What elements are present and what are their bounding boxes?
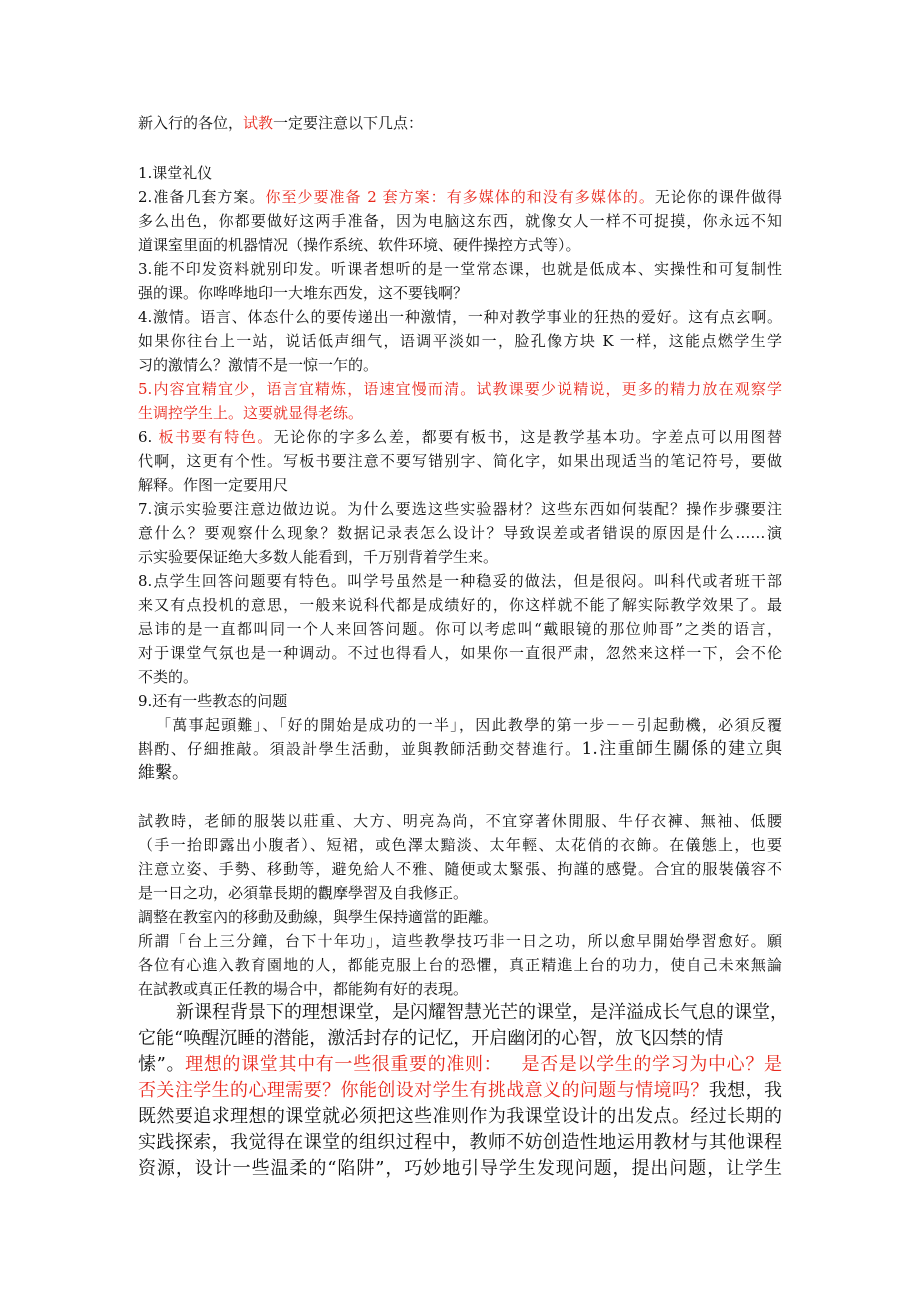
item-8-line-1: 8.点学生回答问题要有特色。叫学号虽然是一种稳妥的做法，但是很闷。叫科代或者班干部 (138, 572, 782, 590)
skill-line-3: 在試教或真正任教的場合中，都能夠有好的表現。 (138, 980, 469, 998)
closing-quote-end: 愫”。 (138, 1054, 186, 1075)
item-2-highlight: 你至少要准备 2 套方案：有多媒体的和没有多媒体的。 (265, 188, 655, 206)
item-5-line-2: 生调控学生上。这要就显得老练。 (138, 404, 364, 422)
item-8-line-3: 忌讳的是一直都叫同一个人来回答问题。你可以考虑叫“戴眼镜的那位帅哥”之类的语言， (138, 620, 782, 638)
closing-line-4 (138, 1078, 782, 1104)
item-7-line-2: 意什么？要观察什么现象？数据记录表怎么设计？导致误差或者错误的原因是什么……演 (138, 524, 782, 542)
item-9: 9.还有一些教态的问题 (138, 692, 288, 710)
item-4-line-2: 如果你往台上一站，说话低声细气，语调平淡如一，脸孔像方块 K 一样，这能点燃学生学 (138, 332, 782, 350)
item-6-line-2: 代啊，这更有个性。写板书要注意不要写错别字、简化字，如果出现适当的笔记符号，要做 (138, 452, 782, 470)
closing-line-7: 资源，设计一些温柔的“陷阱”，巧妙地引导学生发现问题，提出问题，让学生 (138, 1158, 782, 1179)
item-6-number: 6. (138, 428, 159, 446)
intro-line (138, 112, 423, 134)
item-8-line-2: 来又有点投机的意思，一般来说科代都是成绩好的，你这样就不能了解实际教学效果了。最 (138, 596, 782, 614)
skill-line-1: 所謂「台上三分鐘，台下十年功」，這些教學技巧非一日之功，所以愈早開始學習愈好。願 (138, 932, 782, 950)
trad-point-1: 1.注重師生關係的建立與 (581, 739, 782, 759)
trad-para-1-line-2 (138, 738, 782, 760)
closing-line-2: 它能“唤醒沉睡的潜能，激活封存的记忆，开启幽闭的心智，放飞囚禁的情 (138, 1028, 724, 1049)
item-2-line-3: 道课室里面的机器情况（操作系统、软件环境、硬件操控方式等）。 (138, 236, 581, 254)
closing-line-6: 实践探索，我觉得在课堂的组织过程中，教师不妨创造性地运用教材与其他课程 (138, 1132, 782, 1153)
item-1: 1.课堂礼仪 (138, 164, 213, 182)
closing-highlight-2: 否关注学生的心理需要？你能创设对学生有挑战意义的问题与情境吗？ (138, 1080, 709, 1101)
dress-line-4: 是一日之功，必須靠長期的觀摩學習及自我修正。 (138, 884, 469, 902)
item-2-heading: 2.准备几套方案。 (138, 188, 266, 206)
item-7-line-3: 示实验要保证绝大多数人能看到，千万别背着学生来。 (138, 548, 499, 566)
item-6-highlight: 板书要有特色。 (158, 428, 274, 446)
trad-para-1-line-1: 「萬事起頭難」、「好的開始是成功的一半」，因此教學的第一步－－引起動機，必須反覆 (156, 716, 782, 734)
item-4-line-1: 4.激情。语言、体态什么的要传递出一种激情，一种对教学事业的狂热的爱好。这有点玄啊。 (138, 308, 782, 326)
closing-line-5: 既然要追求理想的课堂就必须把这些准则作为我课堂设计的出发点。经过长期的 (138, 1106, 782, 1127)
item-2-line-2: 多么出色，你都要做好这两手准备，因为电脑这东西，就像女人一样不可捉摸，你永远不知 (138, 212, 782, 230)
closing-line-1: 新课程背景下的理想课堂，是闪耀智慧光芒的课堂，是洋溢成长气息的课堂， (176, 1002, 788, 1023)
dress-line-3: 注意立姿、手勢、移動等，避免給人不雅、隨便或太緊張、拘謹的感覺。合宜的服裝儀容不 (138, 860, 782, 878)
dress-line-2: （手一抬即露出小腹者）、短裙，或色澤太黯淡、太年輕、太花俏的衣飾。在儀態上，也要 (138, 836, 782, 854)
item-5-line-1: 5.内容宜精宜少，语言宜精炼，语速宜慢而清。试教课要少说精说，更多的精力放在观察学 (138, 380, 782, 398)
item-2-text: 无论你的课件做得 (654, 188, 782, 206)
skill-line-2: 各位有心進入教育園地的人，都能克服上台的恐懼，真正精進上台的功力，使自己未來無論 (138, 956, 782, 974)
item-8-line-4: 对于课堂气氛也是一种调动。不过也得看人，如果你一直很严肃，忽然来这样一下，会不伦 (138, 644, 782, 662)
item-8-line-5: 不类的。 (138, 668, 199, 686)
item-6-text: 无论你的字多么差，都要有板书，这是教学基本功。字差点可以用图替 (273, 428, 782, 446)
trad-text: 斟酌、仔細推敲。須設計學生活動，並與教師活動交替進行。 (138, 740, 582, 758)
closing-text: 我想，我 (708, 1080, 783, 1101)
item-4-line-3: 习的激情么？激情不是一惊一乍的。 (138, 356, 379, 374)
intro-highlight: 试教 (243, 114, 274, 132)
item-3-line-1: 3.能不印发资料就别印发。听课者想听的是一堂常态课，也就是低成本、实操性和可复制性 (138, 260, 782, 278)
dress-line-1: 試教時，老師的服裝以莊重、大方、明亮為尚，不宜穿著休閒服、牛仔衣褲、無袖、低腰 (138, 812, 782, 830)
closing-line-3 (138, 1052, 782, 1078)
item-6-line-3: 解释。作图一定要用尺 (138, 476, 289, 494)
item-3-line-2: 强的课。你哗哗地印一大堆东西发，这不要钱啊？ (138, 284, 469, 302)
item-7-line-1: 7.演示实验要注意边做边说。为什么要选这些实验器材？这些东西如何装配？操作步骤要注 (138, 500, 782, 518)
trad-para-1-line-3: 維繫。 (138, 763, 189, 783)
intro-prefix: 新入行的各位， (138, 114, 244, 132)
closing-highlight-1: 理想的课堂其中有一些很重要的准则： 是否是以学生的学习为中心？是 (185, 1054, 782, 1075)
movement-line: 調整在教室內的移動及動線，與學生保持適當的距離。 (138, 908, 499, 926)
intro-suffix: 一定要注意以下几点： (273, 114, 424, 132)
item-6-line-1 (138, 426, 782, 448)
item-2-line-1 (138, 186, 782, 208)
